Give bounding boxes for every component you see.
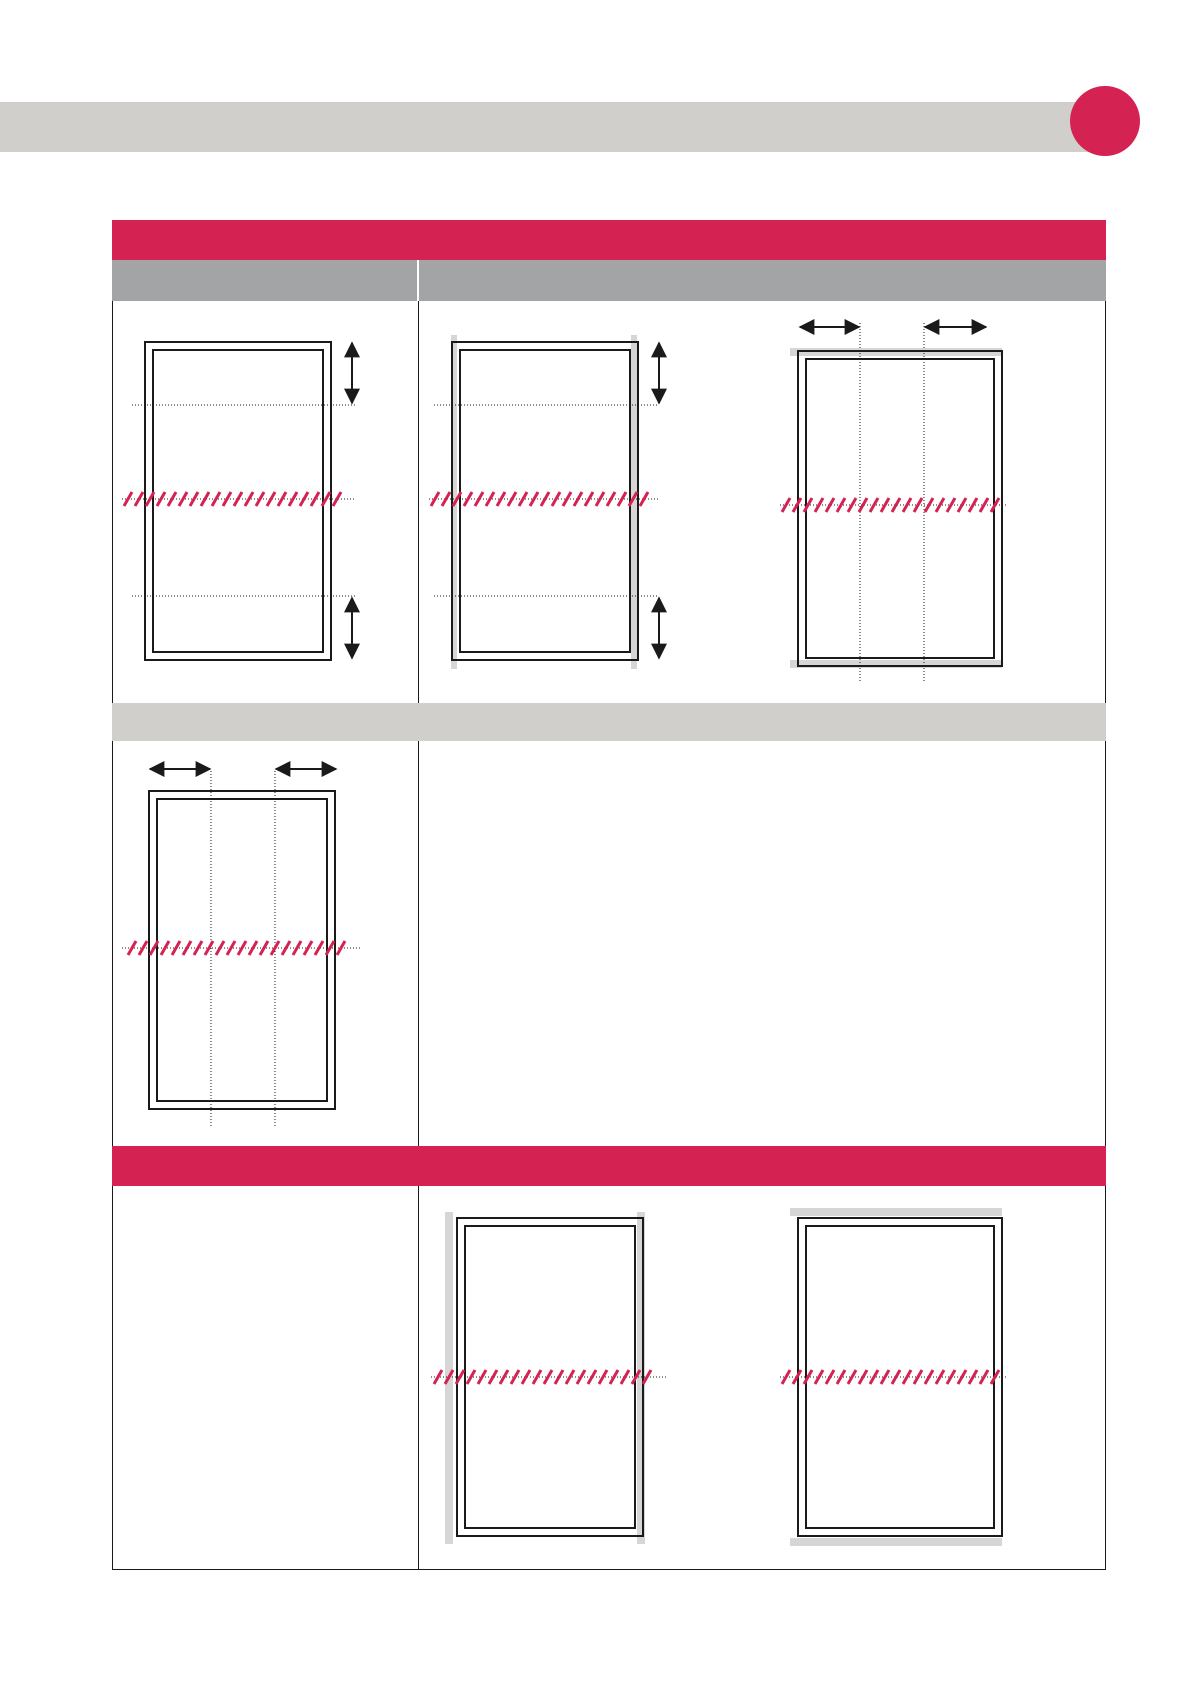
column-header-divider xyxy=(417,260,419,301)
cell-border xyxy=(1105,301,1106,703)
table-title-bar-2 xyxy=(112,1146,1106,1186)
cell-border xyxy=(1105,1186,1106,1570)
diagram-top-bottom-edges xyxy=(780,1186,1020,1570)
diagram-top-bottom-markers xyxy=(112,301,418,703)
header-band xyxy=(0,102,1095,152)
diagram-top-bottom-edges-horizontal-markers xyxy=(780,301,1020,703)
column-header-bar xyxy=(112,260,1106,301)
edge-highlight xyxy=(790,1538,1002,1546)
subheader-bar xyxy=(112,703,1106,741)
edge-highlight xyxy=(790,1208,1002,1216)
cell-border xyxy=(112,1186,113,1570)
table-title-bar xyxy=(112,220,1106,260)
diagram-side-edges-highlighted xyxy=(419,301,719,703)
diagram-side-edges xyxy=(419,1186,699,1570)
diagram-horizontal-markers xyxy=(112,741,418,1146)
cell-border xyxy=(418,741,419,1146)
cell-border xyxy=(1105,741,1106,1146)
page-number-circle xyxy=(1070,86,1140,156)
